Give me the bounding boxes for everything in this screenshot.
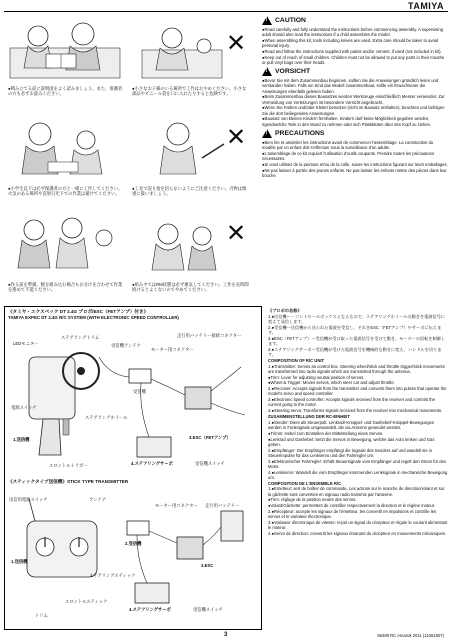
- label-stick-motor-connector: モーター用コネクター: [155, 503, 198, 508]
- fr-item: 1.●Emetteur: sert de boîtier de commande. Les actions sur le manche de direction/volant et sur la gâchette sont converties en signaux radio transmis par l'antenne.: [268, 486, 445, 497]
- precautions-item: ●Ne pas laisser à portée des jeunes enfants. Ne pas laisser les enfants mettre des pièces dans leur bouche.: [262, 167, 447, 178]
- caption-tool-safety: ●工具で誤り指を切らないようにご注意ください。刃物は慎重に扱いましょう。: [132, 186, 247, 197]
- jp-item: 3.●ESC（FETアンプ）ー受信機が受け取った電波信号を受けて動き、モーターの回転を制御します。: [268, 335, 446, 346]
- caution-item: ●Read carefully and fully understand the instructions before commencing assembly. A supervising adult should also read the instructions if a child assembles the model.: [262, 27, 443, 38]
- label-battery-connector: 走行用バッテリー接続コネクター: [177, 333, 242, 338]
- illustration-grid: [4, 14, 254, 304]
- label-power-switch: 電源スイッチ: [11, 405, 37, 410]
- page-number: 3: [224, 632, 228, 638]
- jp-item: 2.●受信機ー送信機から送られた電波を受信し、それをESC（FETアンプ）やサーボに伝えます。: [268, 324, 442, 335]
- en-item: 1.●Transmitter: Serves as control box. Steering wheel/stick and throttle trigger/stick movements are transformed into radio signals which are transmitted through the antenna.: [268, 363, 445, 374]
- vorsicht-item: ●Bausatz von kleinen Kindern fernhalten. Kindern darf keine Möglichkeit gegeben werden, irgendwelche Teile in den Mund zu nehmen oder sich Plastiktüten über den Kopf zu ziehen.: [262, 116, 432, 127]
- label-steering-trim: ステアリングトリム: [61, 335, 100, 340]
- vorsicht-item: ●Bevor Sie mit dem Zusammenbau beginnen, sollten Sie die Anweisungen gründlich lesen und verstanden haben. Falls ein Kind das Modell zusammenbaut, sollte ein Erwachsener die Anweisungen ebenfalls gelesen haben.: [262, 78, 439, 94]
- precautions-header: ! PRECAUTIONS: [262, 129, 448, 138]
- label-stick-antenna: アンテナ: [89, 497, 107, 502]
- label-steering-wheel: ステアリングホイール: [85, 415, 128, 420]
- label-stick-receiver: 2.受信機: [125, 541, 142, 546]
- label-stick-esc: 3.ESC: [201, 563, 214, 568]
- vorsicht-header: ! VORSICHT: [262, 67, 448, 76]
- de-item: ●Trimm: Hebel zum Einstellen der Mittelstellung eines Servos.: [268, 430, 384, 436]
- document-code: 58489 RC Amarok 2011 (11061807): [377, 633, 444, 638]
- caption-under-elementary: ●小学生以下は必ず保護者の方と一緒に工作してください。火気のある場所や直射日光下での作業は避けてください。: [8, 186, 123, 197]
- label-receiver-antenna: 受信機アンテナ: [111, 343, 141, 348]
- en-composition-title: COMPOSITION OF R/C UNIT: [268, 357, 325, 363]
- en-item: ●Trim: Lever for adjusting neutral position of servos.: [268, 374, 365, 380]
- en-item: 4.●Steering servo: Transforms signals received from the receiver into mechanical movements.: [268, 408, 443, 414]
- fr-item: ●Trim: réglage de la position neutre des servos.: [268, 497, 357, 503]
- label-stick-power-switch: 送信用電源スイッチ: [9, 497, 48, 502]
- fr-item: 4.●Servo de direction: convertit les signaux émanant du récepteur en mouvements mécaniques.: [268, 530, 447, 536]
- caution-header: ! CAUTION: [262, 16, 448, 25]
- precautions-item: ●Bien lire et assimiler les instructions avant de commencer l'assemblage. La construction du modèle par un enfant doit s'effectuer sous la surveillance d'un adulte.: [262, 139, 434, 151]
- warnings-column: [262, 14, 448, 306]
- fr-item: ●Volant/Gâchette: permettent de contrôler respectivement la direction et le régime moteur.: [268, 503, 436, 509]
- label-receiver: 受信機: [133, 389, 146, 394]
- en-item: ●Wheel & Trigger: Moves servos, which steer car and adjust throttle.: [268, 380, 395, 386]
- label-stick-receiver-switch: 受信機スイッチ: [193, 607, 223, 612]
- label-stick-transmitter: 1.送信機: [11, 559, 28, 564]
- caption-small-children: ●小さなお子様のいる場所で工作はおやめください。小さな部品やビニール袋を口に入れたりすると危険です。: [132, 86, 247, 97]
- label-steering-stick: ステアリングスティック: [89, 573, 136, 578]
- precautions-item: ●L'assemblage de ce kit requiert l'utilisation d'outils coupants. Prendre toutes les précautions nécessaires.: [262, 150, 435, 162]
- x-mark-icon: ✕: [226, 220, 247, 247]
- wheel-transmitter-diagram: [9, 327, 259, 477]
- caption-ventilation: ●組みタてはRM状態は必ず換気してください。工作を長時間続けるとよくないのでやめてください。: [132, 282, 249, 293]
- warning-triangle-icon: [262, 129, 272, 138]
- de-item: 3.●Elektronischer Fahrregler: Erhält Steuersignale vom Empfänger und regelt den Strom für den Motor.: [268, 458, 447, 469]
- warning-triangle-icon: [262, 16, 272, 25]
- caution-item: ●Read and follow the instructions supplied with paints and/or cement, if used (not included in kit).: [262, 49, 442, 54]
- de-item: 4.●Lenkservo: Wandelt die vom Empfänger kommenden Lenksignale in mechanische Bewegung um.: [268, 469, 448, 480]
- de-item: 1.●Sender: Dient als Steuerpult. Lenkrad/-Knüppel- und Gashebel/-Knüppel-Bewegungen werden in Funksignale umgewandelt, die via Antenne gesendet werden.: [268, 419, 435, 430]
- label-transmitter: 1.送信機: [13, 437, 30, 442]
- caption-read-instructions: ●積み立てる前に説明図をよく読みましょう。また、保護者の方も必ずお読みください。: [8, 86, 123, 97]
- rc-system-section: [4, 306, 262, 630]
- rc-section-title: 《タミヤ・エクスペック DT 2.4G プロポ/ESC（FETアンプ）付き》: [8, 309, 149, 314]
- fr-item: 3.●Variateur électronique de vitesse: reçoit un signal du récepteur et régule le courant alimentant le moteur.: [268, 519, 448, 531]
- vorsicht-item: ●Beim Zusammenbau dieses Bausatzes werden Werkzeuge einschließlich Messer verwendet. Zur Vermeidung von Verletzungen ist besondere Vorsicht angebracht.: [262, 94, 445, 105]
- caution-item: ●When assembling this kit, tools including knives are used. Extra care should be taken to avoid personal injury.: [262, 38, 439, 49]
- rc-section-subtitle: TAMIYA EXPEC DT 2.4G R/C SYSTEM (WITH ELECTRONIC SPEED CONTROLLER): [8, 315, 179, 320]
- fr-composition-title: COMPOSITION DE L'ENSEMBLE R/C: [268, 480, 342, 486]
- label-throttle-trigger: スロットルトリガー: [49, 463, 88, 468]
- jp-composition-title: 《プロポの名称》: [268, 308, 302, 313]
- de-item: 2.●Empfänger: Der Empfänger empfängt die Signale des Senders auf und wandelt sie in Steuerimpulse für das Lenkservo und den Fahrregler um.: [268, 447, 433, 458]
- de-item: ●Lenkrad und Gashebel: Setzt die Servos in Bewegung, welche das Auto lenken und Gas geben.: [268, 436, 435, 447]
- caution-item: ●Keep out of reach of small children. Children must not be allowed to put any parts in their mouths or pull vinyl bags over their heads.: [262, 54, 444, 65]
- en-item: 3.●Electronic speed controller: Accepts signals received from the receiver and controls the current going to the motor.: [268, 397, 436, 408]
- adult-with-child-illustration: [8, 114, 126, 184]
- vorsicht-item: ●Wenn Sie Farben und/oder Kleber benutzen (nicht im Bausatz enthalten), beachten und befolgen Sie die dort beiliegenden Anweisungen.: [262, 105, 445, 116]
- label-stick-servo: 4.ステアリングサーボ: [129, 607, 171, 612]
- composition-column: [268, 308, 448, 626]
- family-assembly-illustration: [8, 210, 126, 280]
- jp-item: 1.●送信機ー・コントロールボックスとなるもので、ステアリングホイールの動きを電波信号に変えて発信します。: [268, 313, 446, 324]
- label-throttle-stick: スロットルスティック: [65, 599, 108, 604]
- top-rule: [4, 11, 448, 12]
- label-receiver-switch: 受信機スイッチ: [195, 461, 225, 466]
- label-motor-connector: モーター用コネクター: [151, 347, 194, 352]
- label-trim: トリム: [35, 613, 48, 618]
- label-esc: 3.ESC（FETアンプ）: [189, 435, 231, 440]
- warning-triangle-icon: [262, 67, 272, 76]
- stick-section-title: 《スティックタイプ送信機》STICK TYPE TRANSMITTER: [8, 479, 129, 484]
- de-composition-title: ZUSAMMENSTELLUNG DER RC-EINHEIT: [268, 413, 350, 419]
- precautions-item: ●Si vous utilisez de la peinture et/ou de la colle, suivre les instructions figurant sur leurs emballages.: [262, 161, 448, 167]
- reading-instructions-illustration: [8, 18, 126, 84]
- jp-item: 4.●ステアリングサーボー受信機が受けた電波信号を機械的な動きに変え、ハンドルを切ります。: [268, 346, 442, 357]
- fr-item: 2.●Récepteur: accepte les signaux de l'émetteur, les convertit en impulsions et contrôle les servos et le variateur électronique.: [268, 508, 437, 520]
- caption-prepare-work: ●作る前を準備、数を組み込む場合もお分けを合わせて作業を進めて不能ください。: [8, 282, 123, 293]
- label-led-monitor: LEDモニター: [13, 341, 39, 346]
- label-steering-servo: 4.ステアリングサーボ: [131, 461, 173, 466]
- en-item: 2.●Receiver: Accepts signals from the transmitter and converts them into pulses that operate the model's servo and speed controller.: [268, 386, 447, 397]
- label-stick-battery: 走行用バッテリー: [205, 503, 240, 508]
- x-mark-icon: ✕: [226, 124, 247, 151]
- x-mark-icon: ✕: [226, 30, 247, 57]
- brand-logo: TAMIYA: [407, 1, 444, 11]
